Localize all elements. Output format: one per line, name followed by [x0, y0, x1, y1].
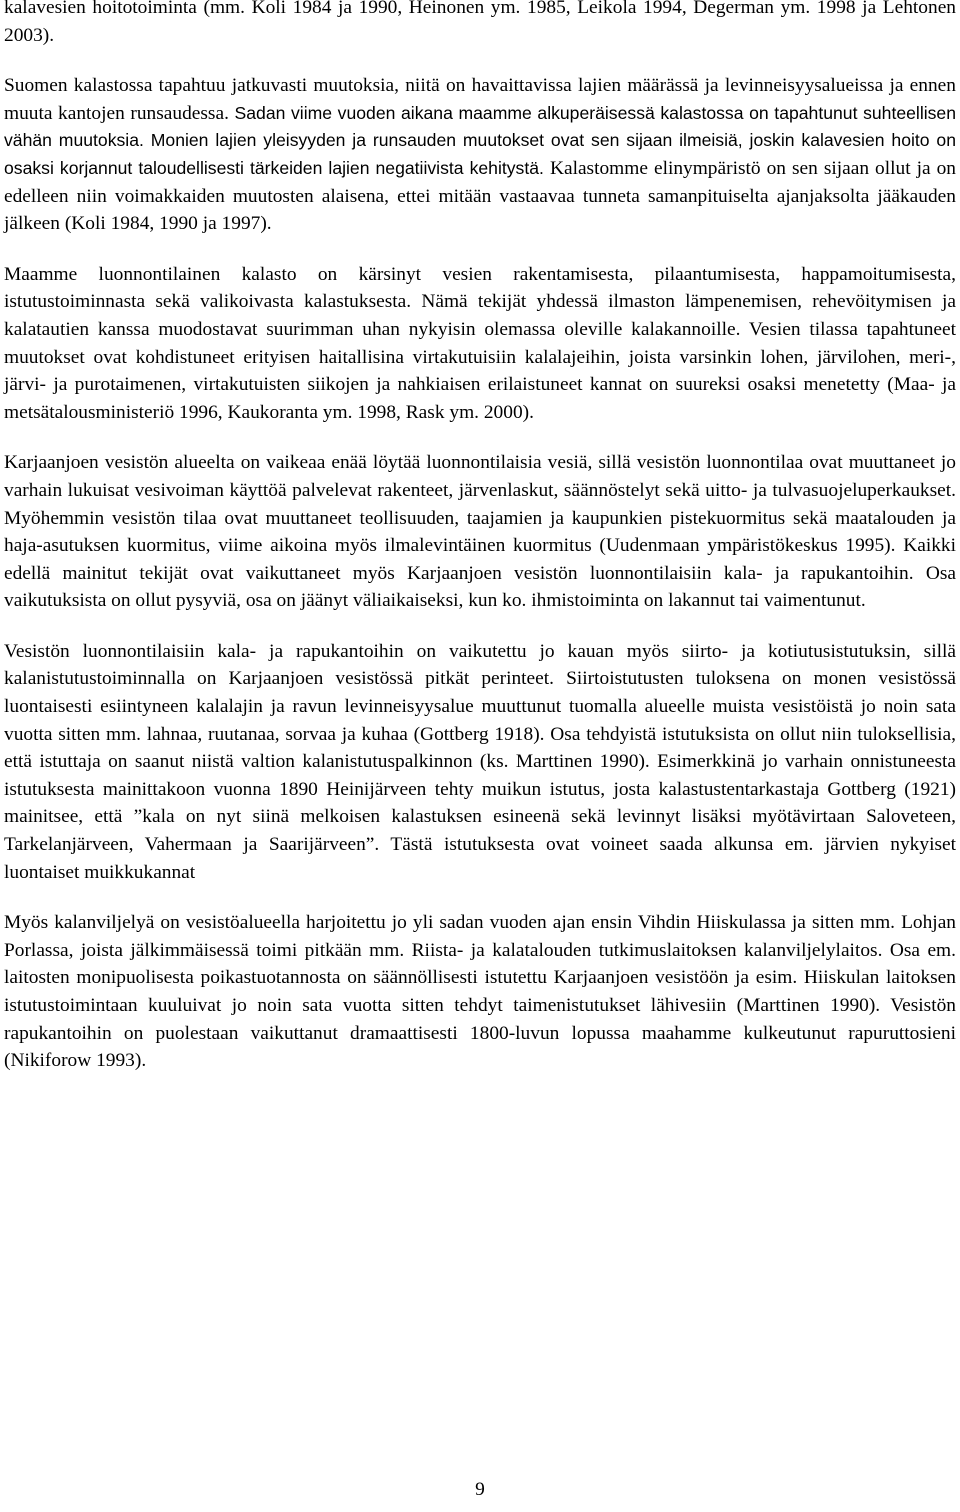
- text-run: Myös kalanviljelyä on vesistöalueella harjoitettu jo yli sadan vuoden ajan ensin Vihdin Hiiskulassa ja sitten mm. Lohjan Porlassa, joista jälkimmäisessä toimi pitkään mm. Riista- ja kalatalouden tutkimuslaitoksen kalanviljelylaitos. Osa em. laitosten monipuolisesta poikastuotannosta on säännöllisesti istutettu Karjaanjoen vesistöön ja esim. Hiiskulan laitoksen istutustoimintaan kuuluivat jo noin sata vuotta sitten tehdyt taimenistutukset lähivesiin (Marttinen 1990). Vesistön rapukantoihin on puolestaan vaikuttanut dramaattisesti 1800-luvun lopussa maahamme kulkeutunut rapuruttosieni (Nikiforow 1993).: [4, 912, 956, 1072]
- text-run: Sadan viime vuoden aikana maamme alkuperäisessä kalastossa on tapahtunut suhteellisen vähän muutoksia.: [4, 102, 957, 151]
- paragraph-3: [4, 261, 956, 427]
- paragraph-5: [4, 638, 956, 886]
- text-run: Vesistön luonnontilaisiin kala- ja rapukantoihin on vaikutettu jo kauan myös siirto- ja kotiutusistutuksin, sillä kalanistutustoiminnalla on Karjaanjoen vesistössä pitkät perinteet. Siirtoistutusten tuloksena on monen vesistössä luontaisesti esiintyneen kalalajin ja ravun levinneisyysalue muuttunut tuomalla alueelle muista vesistöistä jo noin sata vuotta sitten mm. lahnaa, ruutanaa, sorvaa ja kuhaa (Gottberg 1918). Osa tehdyistä istutuksista on ollut niin tuloksellisia, että istuttaja on saanut niistä valtion kalanistutuspalkinnon (ks. Marttinen 1990). Esimerkkinä jo varhain onnistuneesta istutuksesta mainittakoon vuonna 1890 Heinijärveen tehty muikun istutus, josta kalastustentarkastaja Gottberg (1921) mainitsee, että ”kala on nyt siinä melkoisen kalastuksen esineenä sekä levinnyt lisäksi myötävirtaan Saloveteen, Tarkelanjärveen, Vahermaan ja Saarijärveen”. Tästä istutuksesta ovat voineet saada alkunsa em. järvien nykyiset luontaiset muikkukannat: [4, 640, 956, 883]
- text-run: kalavesien hoitotoiminta (mm. Koli 1984 ja 1990, Heinonen ym. 1985, Leikola 1994, Degerman ym. 1998 ja Lehtonen 2003).: [4, 0, 956, 46]
- text-run: Karjaanjoen vesistön alueelta on vaikeaa enää löytää luonnontilaisia vesiä, sillä vesistön luonnontilaa ovat muuttaneet jo varhain lukuisat vesivoiman käyttöä palvelevat rakenteet, järvenlaskut, säännöstelyt sekä uitto- ja tulvasuojeluperkaukset. Myöhemmin vesistön tilaa ovat muuttaneet teollisuuden, taajamien ja kaupunkien pistekuormitus sekä maatalouden ja haja-asutuksen kuormitus, viime aikoina myös ilmalevintäinen kuormitus (Uudenmaan ympäristökeskus 1995). Kaikki edellä mainitut tekijät ovat vaikuttaneet myös Karjaanjoen vesistön luonnontilaisiin kala- ja rapukantoihin. Osa vaikutuksista on ollut pysyviä, osa on jäänyt väliaikaiseksi, kun ko. ihmistoiminta on lakannut tai vaimentunut.: [4, 452, 956, 612]
- paragraph-1: [4, 0, 956, 49]
- text-run: Suomen kalastossa tapahtuu jatkuvasti muutoksia, niitä on havaittavissa lajien määrässä ja levinneisyysalueissa ja ennen muuta kantojen runsaudessa.: [4, 75, 956, 124]
- text-run: Maamme luonnontilainen kalasto on kärsinyt vesien rakentamisesta, pilaantumisesta, happamoitumisesta, istutustoiminnasta sekä valikoivasta kalastuksesta. Nämä tekijät yhdessä ilmaston lämpenemisen, rehevöitymisen ja kalatautien kanssa muodostavat suurimman uhan nykyisin olemassa oleville kalakannoille. Vesien tilassa tapahtuneet muutokset ovat kohdistuneet erityisen haitallisina virtakutuisiin kalalajeihin, joista varsinkin lohen, järvilohen, meri-, järvi- ja purotaimenen, virtakutuisten siikojen ja nahkiaisen erilaistuneet kannat on suureksi osaksi menetetty (Maa- ja metsätalousministeriö 1996, Kaukoranta ym. 1998, Rask ym. 2000).: [4, 263, 956, 423]
- text-run: Monien lajien yleisyyden ja runsauden muutokset ovat sen sijaan ilmeisiä, joskin kalavesien hoito on osaksi korjannut taloudellisesti tärkeiden lajien negatiivista kehitystä.: [4, 130, 957, 178]
- paragraph-6: [4, 909, 956, 1075]
- page-number: 9: [475, 1479, 485, 1500]
- document-body: [4, 0, 956, 1098]
- paragraph-2: [4, 72, 956, 238]
- paragraph-4: [4, 449, 956, 615]
- text-run: Kalastomme elinympäristö on sen sijaan ollut ja on edelleen niin voimakkaiden muutosten alaisena, ettei mitään vastaavaa tunneta samanpituiselta ajanjaksolta jääkauden jälkeen (Koli 1984, 1990 ja 1997).: [4, 157, 956, 235]
